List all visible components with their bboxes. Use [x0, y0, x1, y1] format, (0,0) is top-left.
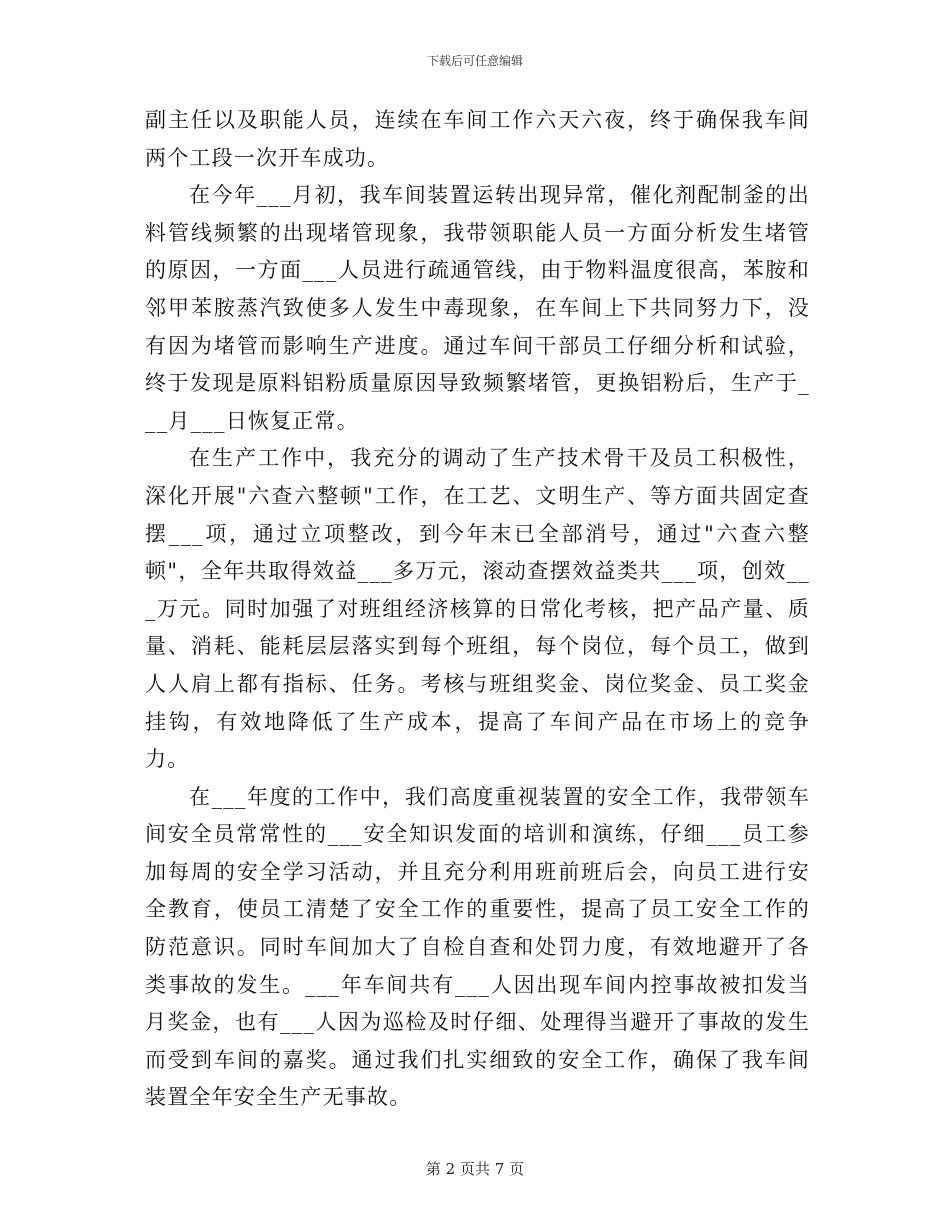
page-number-footer: 第 2 页共 7 页: [425, 1160, 525, 1178]
paragraph-1: 副主任以及职能人员，连续在车间工作六天六夜，终于确保我车间两个工段一次开车成功。: [145, 108, 810, 170]
paragraph-4: 在___年度的工作中，我们高度重视装置的安全工作，我带领车间安全员常常性的___安全知识发面的培训和演练，仔细___员工参加每周的安全学习活动，并且充分利用班前班后会，向员工进行安全教育，使员工清楚了安全工作的重要性，提高了员工安全工作的防范意识。同时车间加大了自检自查和处罚力度，有效地避开了各类事故的发生。___年车间共有___人因出现车间内控事故被扣发当月奖金，也有___人因为巡检及时仔细、处理得当避开了事故的发生而受到车间的嘉奖。通过我们扎实细致的安全工作，确保了我车间装置全年安全生产无事故。: [145, 784, 810, 1110]
paragraph-2: 在今年___月初，我车间装置运转出现异常，催化剂配制釜的出料管线频繁的出现堵管现象，我带领职能人员一方面分析发生堵管的原因，一方面___人员进行疏通管线，由于物料温度很高，苯胺和邻甲苯胺蒸汽致使多人发生中毒现象，在车间上下共同努力下，没有因为堵管而影响生产进度。通过车间干部员工仔细分析和试验，终于发现是原料铝粉质量原因导致频繁堵管，更换铝粉后，生产于___月___日恢复正常。: [145, 183, 810, 433]
page-header: 下载后可任意编辑: [426, 54, 523, 68]
paragraph-3: 在生产工作中，我充分的调动了生产技术骨干及员工积极性，深化开展"六查六整顿"工作，在工艺、文明生产、等方面共固定查摆___项，通过立项整改，到今年末已全部消号，通过"六查六整顿"，全年共取得效益___多万元，滚动查摆效益类共___项，创效___万元。同时加强了对班组经济核算的日常化考核，把产品产量、质量、消耗、能耗层层落实到每个班组，每个岗位，每个员工，做到人人肩上都有指标、任务。考核与班组奖金、岗位奖金、员工奖金挂钩，有效地降低了生产成本，提高了车间产品在市场上的竞争力。: [145, 446, 810, 772]
document-body: [145, 102, 810, 1117]
